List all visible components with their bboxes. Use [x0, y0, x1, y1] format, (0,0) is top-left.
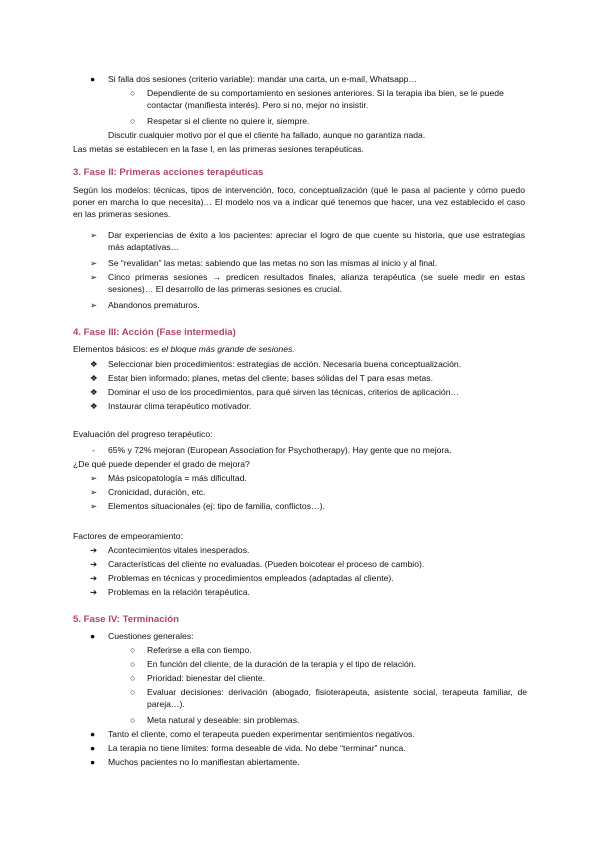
diamond-marker: ❖ [90, 359, 98, 369]
paragraph: Según los modelos: técnicas, tipos de intervención, foco, conceptualización (qué le pasa al paciente y cómo puedo poner en marcha lo que necesita)… El modelo nos va a indicar qué tenemos que hacer, una vez establecido el caso en las primeras sesiones. [73, 185, 525, 219]
section-heading: 5. Fase IV: Terminación [73, 614, 179, 625]
list-item: Seleccionar bien procedimientos: estrategias de acción. Necesaria buena conceptualización. [108, 359, 462, 369]
subsection-title: Evaluación del progreso terapéutico: [73, 429, 213, 439]
list-item: Tanto el cliente, como el terapeuta pueden experimentar sentimientos negativos. [108, 729, 415, 739]
circle-marker: ○ [130, 116, 136, 126]
elementos-emphasis: es el bloque más grande de sesiones. [149, 344, 295, 354]
bullet-marker: ● [90, 631, 96, 641]
arrow-marker: ➔ [90, 587, 98, 597]
bullet-marker: ● [90, 757, 96, 767]
list-item: Referirse a ella con tiempo. [147, 645, 252, 655]
dash-marker: - [92, 445, 95, 455]
list-item: Más psicopatología = más dificultad. [108, 473, 247, 483]
circle-marker: ○ [130, 673, 136, 683]
arrowhead-marker: ➢ [90, 487, 98, 497]
list-item: Cuestiones generales: [108, 631, 194, 641]
list-item: En función del cliente, de la duración de la terapia y el tipo de relación. [147, 659, 416, 669]
bullet-marker: ● [90, 74, 96, 84]
diamond-marker: ❖ [90, 373, 98, 383]
list-item: Dar experiencias de éxito a los pacientes: apreciar el logro de que cuente su historia, que use estrategias más adaptativas… [108, 230, 525, 252]
paragraph: Discutir cualquier motivo por el que el cliente ha fallado, aunque no garantiza nada. [108, 130, 426, 140]
elementos-label: Elementos básicos: [73, 344, 150, 354]
list-item: Muchos pacientes no lo manifiestan abiertamente. [108, 757, 300, 767]
list-item: 65% y 72% mejoran (European Association for Psychotherapy). Hay gente que no mejora. [108, 445, 452, 455]
circle-marker: ○ [130, 715, 136, 725]
arrowhead-marker: ➢ [90, 258, 98, 268]
question: ¿De qué puede depender el grado de mejora? [73, 459, 250, 469]
bullet-marker: ● [90, 729, 96, 739]
list-item: Meta natural y deseable: sin problemas. [147, 715, 300, 725]
list-item: Si falla dos sesiones (criterio variable): mandar una carta, un e-mail, Whatsapp… [108, 74, 418, 84]
arrowhead-marker: ➢ [90, 501, 98, 511]
bullet-marker: ● [90, 743, 96, 753]
arrow-marker: ➔ [90, 559, 98, 569]
list-item: Problemas en la relación terapéutica. [108, 587, 250, 597]
list-item: Acontecimientos vitales inesperados. [108, 545, 250, 555]
arrowhead-marker: ➢ [90, 272, 98, 282]
paragraph [73, 343, 295, 355]
list-item: Abandonos prematuros. [108, 300, 200, 310]
list-item: Elementos situacionales (ej: tipo de familia, conflictos…). [108, 501, 325, 511]
arrowhead-marker: ➢ [90, 300, 98, 310]
arrow-marker: ➔ [90, 545, 98, 555]
subsection-title: Factores de empeoramiento: [73, 531, 183, 541]
list-item: Prioridad: bienestar del cliente. [147, 673, 265, 683]
section-heading: 3. Fase II: Primeras acciones terapéuticas [73, 167, 264, 178]
list-item: Se “revalidan” las metas: sabiendo que las metas no son las mismas al inicio y al final. [108, 258, 438, 268]
paragraph: Las metas se establecen en la fase I, en las primeras sesiones terapéuticas. [73, 144, 364, 154]
arrowhead-marker: ➢ [90, 230, 98, 240]
list-item: Dominar el uso de los procedimientos, para qué sirven las técnicas, criterios de aplicación… [108, 387, 460, 397]
circle-marker: ○ [130, 645, 136, 655]
list-item: Estar bien informado: planes, metas del cliente; bases sólidas del T para esas metas. [108, 373, 433, 383]
list-item: La terapia no tiene límites: forma deseable de vida. No debe “terminar” nunca. [108, 743, 406, 753]
section-heading: 4. Fase III: Acción (Fase intermedia) [73, 327, 236, 338]
list-item: Instaurar clima terapéutico motivador. [108, 401, 252, 411]
list-item: Cinco primeras sesiones → predicen resultados finales, alianza terapéutica (se suele medir en estas sesiones)… El desarrollo de las primeras sesiones es crucial. [108, 272, 525, 294]
list-item: Evaluar decisiones: derivación (abogado, fisioterapeuta, asistente social, terapeuta familiar, de pareja…). [147, 687, 527, 709]
list-item: Problemas en técnicas y procedimientos empleados (adaptadas al cliente). [108, 573, 394, 583]
list-item: Respetar si el cliente no quiere ir, siempre. [147, 116, 310, 126]
diamond-marker: ❖ [90, 387, 98, 397]
diamond-marker: ❖ [90, 401, 98, 411]
circle-marker: ○ [130, 88, 136, 98]
arrowhead-marker: ➢ [90, 473, 98, 483]
circle-marker: ○ [130, 687, 136, 697]
list-item: Características del cliente no evaluadas. (Pueden boicotear el proceso de cambio). [108, 559, 425, 569]
list-item: Dependiente de su comportamiento en sesiones anteriores. Si la terapia iba bien, se le puede contactar (manifiesta interés). Pero si no, mejor no insistir. [147, 88, 504, 110]
list-item: Cronicidad, duración, etc. [108, 487, 206, 497]
arrow-marker: ➔ [90, 573, 98, 583]
circle-marker: ○ [130, 659, 136, 669]
